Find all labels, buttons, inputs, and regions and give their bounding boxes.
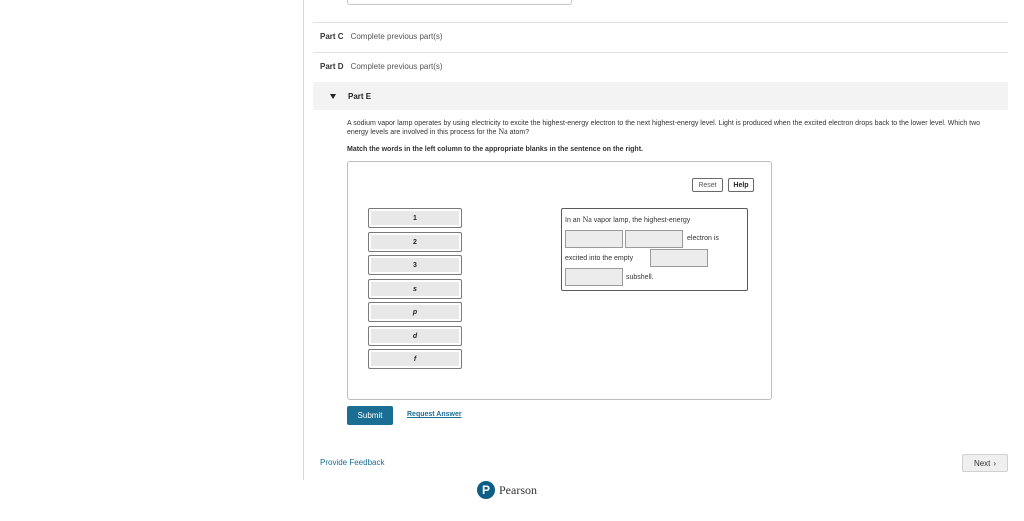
tile-2[interactable]: 2 <box>368 232 462 252</box>
part-e-label: Part E <box>348 91 372 101</box>
sentence-line-1 <box>565 215 690 224</box>
sentence-line-1-pre: In an <box>565 217 583 224</box>
blank-3[interactable] <box>650 249 708 267</box>
sentence-electron-is: electron is <box>687 235 719 242</box>
next-button[interactable] <box>962 454 1008 472</box>
chem-symbol: Na <box>498 127 508 136</box>
blank-1[interactable] <box>565 230 623 248</box>
tile-s[interactable]: s <box>368 279 462 299</box>
tile-1[interactable]: 1 <box>368 208 462 228</box>
chem-symbol: Na <box>582 215 592 224</box>
blank-2[interactable] <box>625 230 683 248</box>
question-text-post: atom? <box>507 129 530 136</box>
pearson-logo-icon: P <box>477 481 495 499</box>
part-e-header[interactable] <box>313 82 1008 110</box>
left-divider <box>303 0 304 480</box>
divider <box>313 52 1008 53</box>
part-d-row[interactable] <box>320 62 443 71</box>
divider <box>313 22 1008 23</box>
provide-feedback-link[interactable]: Provide Feedback <box>320 458 385 467</box>
blank-4[interactable] <box>565 268 623 286</box>
drag-drop-workspace <box>347 161 772 400</box>
tile-p[interactable]: p <box>368 302 462 322</box>
tile-d[interactable]: d <box>368 326 462 346</box>
pearson-logo <box>477 481 537 499</box>
sentence-subshell: subshell. <box>626 274 654 281</box>
sentence-line-1-post: vapor lamp, the highest-energy <box>591 217 691 224</box>
instruction: Match the words in the left column to the appropriate blanks in the sentence on the right. <box>347 146 643 153</box>
caret-down-icon[interactable] <box>330 94 336 99</box>
pearson-wordmark: Pearson <box>499 482 537 497</box>
part-c-row[interactable] <box>320 32 443 41</box>
reset-button[interactable]: Reset <box>692 178 723 192</box>
help-button[interactable]: Help <box>728 178 754 192</box>
previous-answer-field <box>347 0 572 5</box>
tile-3[interactable]: 3 <box>368 255 462 275</box>
question-text-pre: A sodium vapor lamp operates by using electricity to excite the highest-energy electron to the next highest-energy level. Light is produced when the excited electron drops back to the lower level. Which two energy levels are involved in this process for the <box>347 120 981 136</box>
submit-button[interactable]: Submit <box>347 406 393 425</box>
sentence-excited: excited into the empty <box>565 255 634 262</box>
tile-f[interactable]: f <box>368 349 462 369</box>
part-status: Complete previous part(s) <box>350 32 443 41</box>
part-label: Part C <box>320 32 344 41</box>
part-status: Complete previous part(s) <box>350 62 443 71</box>
part-label: Part D <box>320 62 344 71</box>
request-answer-link[interactable]: Request Answer <box>407 411 462 418</box>
chevron-right-icon: › <box>993 458 997 468</box>
next-label: Next <box>973 458 991 468</box>
question-text <box>347 120 997 137</box>
sentence-box <box>561 208 748 291</box>
